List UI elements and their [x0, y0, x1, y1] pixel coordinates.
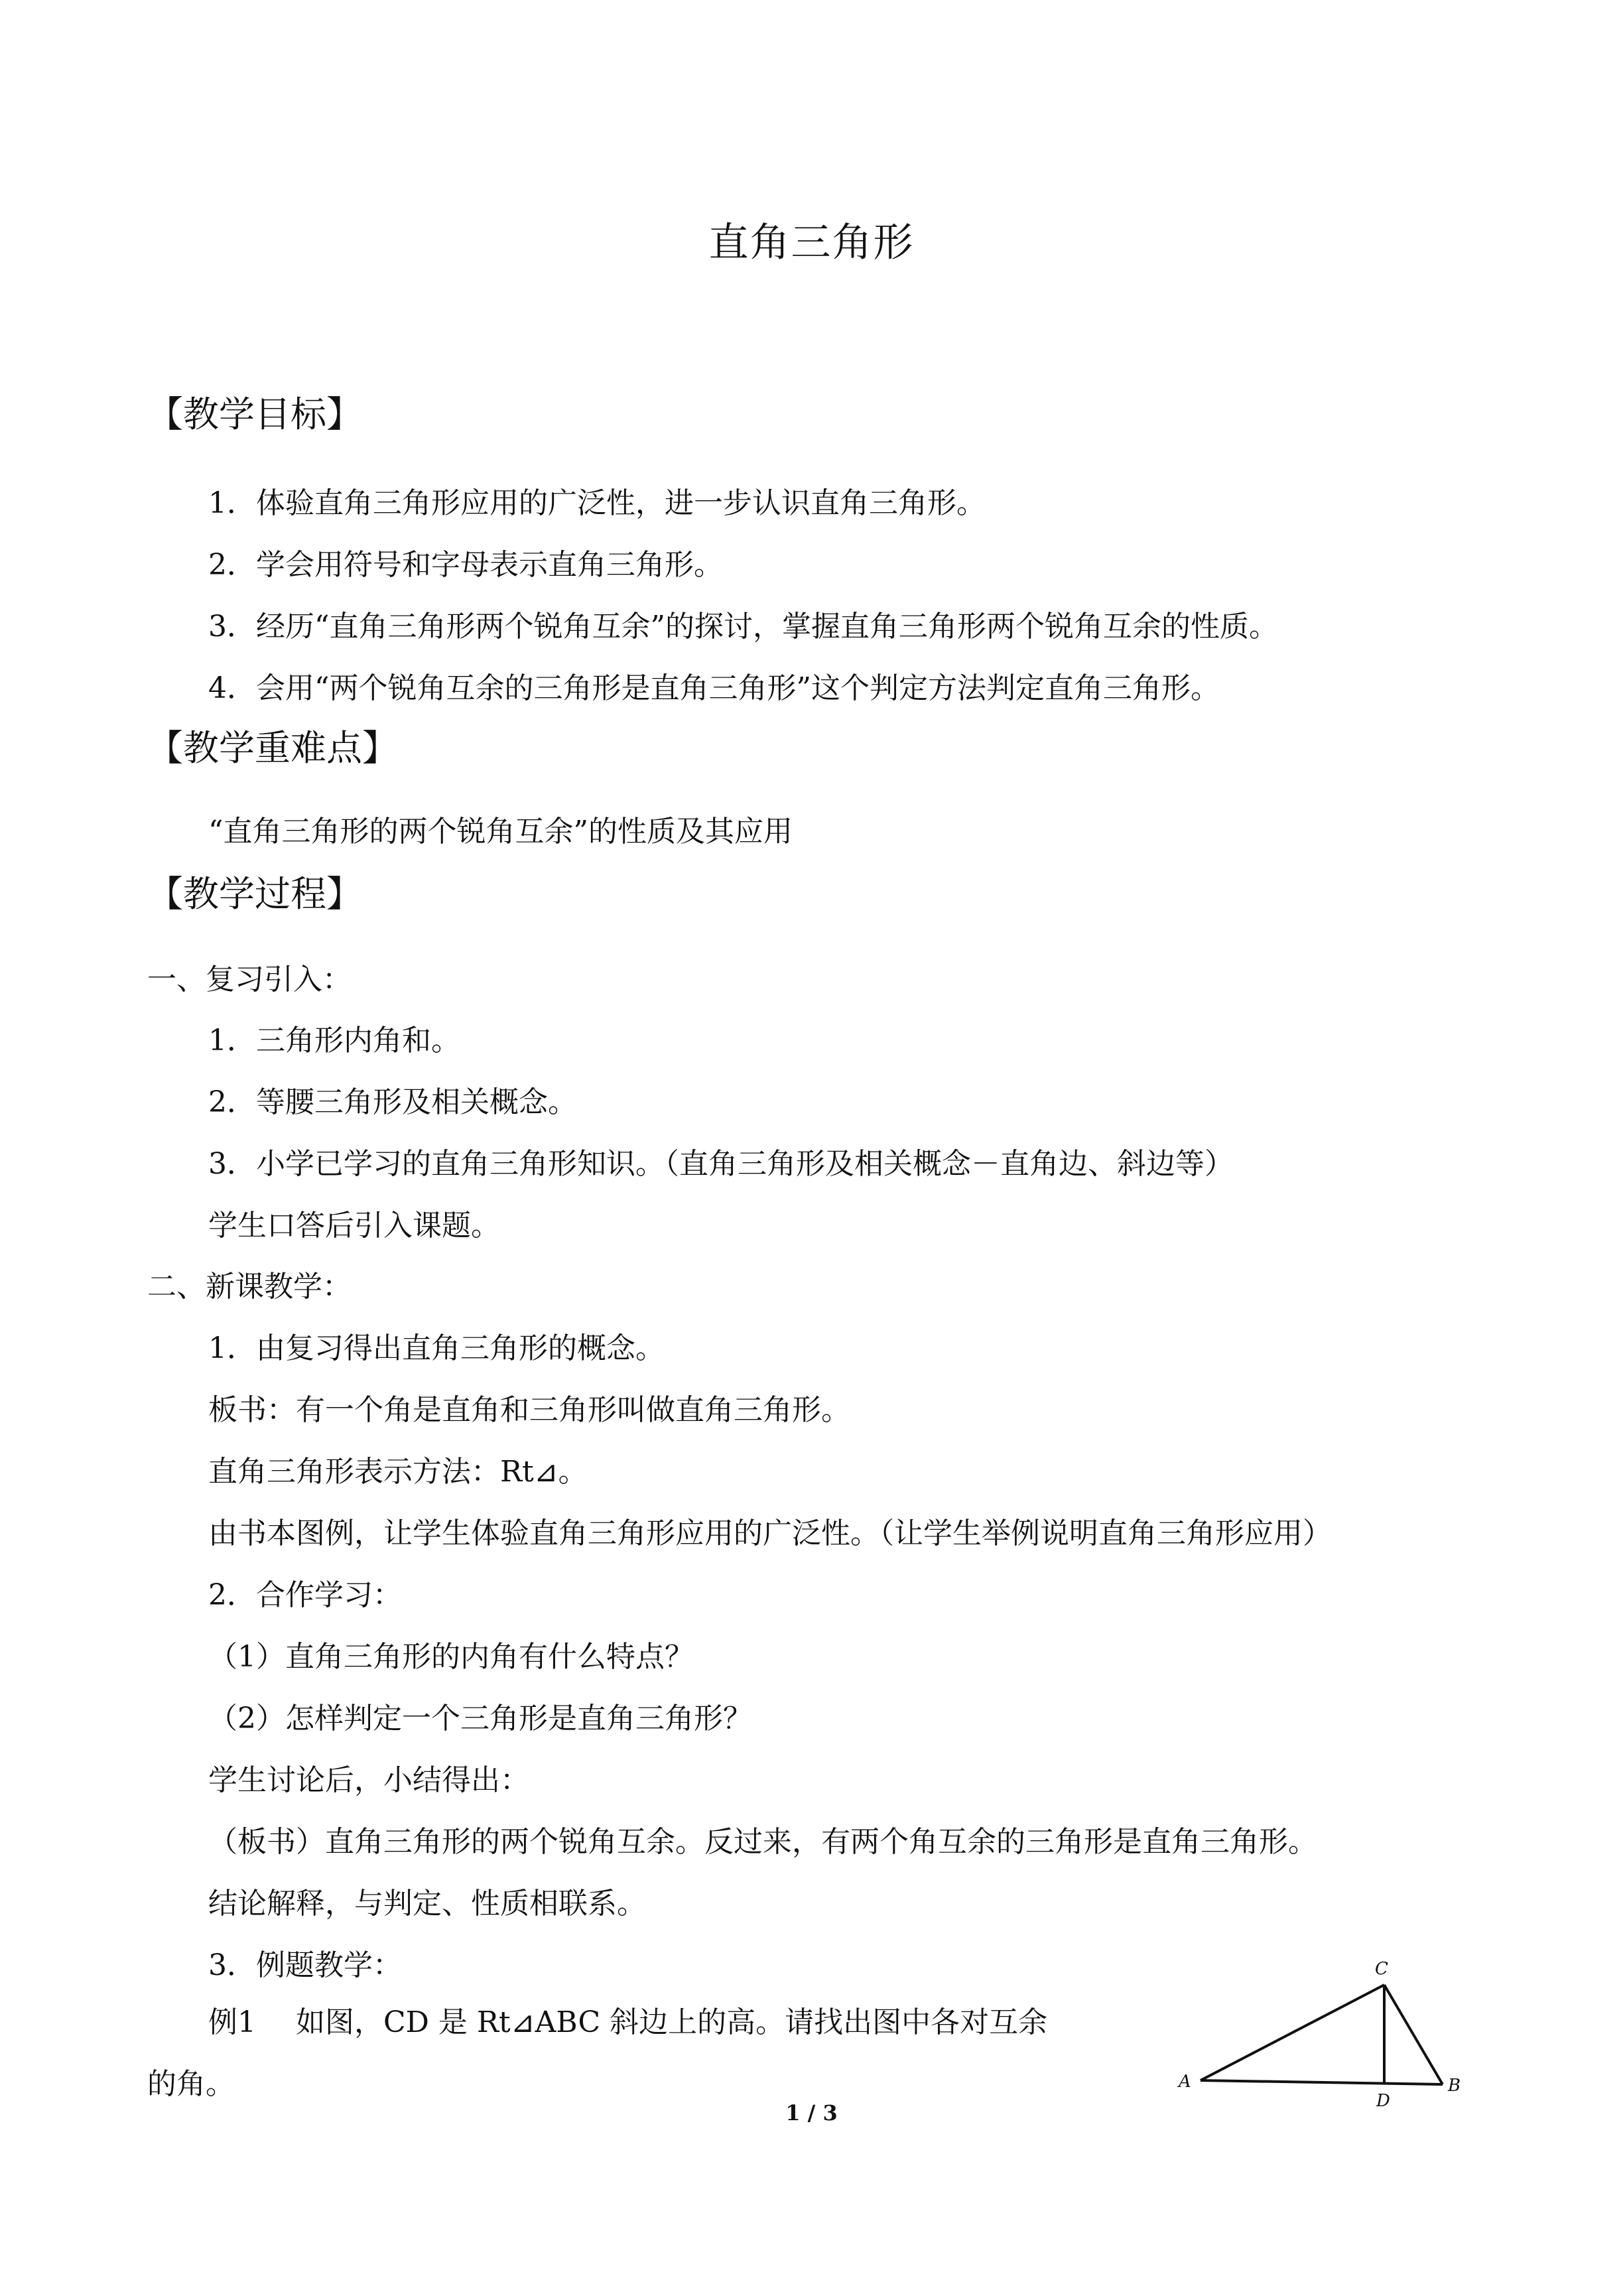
- part1-title: 一、复习引入：: [147, 963, 352, 996]
- part2-item-7: （2）怎样判定一个三角形是直角三角形？: [208, 1702, 752, 1735]
- example-text-line2: 的角。: [147, 2067, 235, 2101]
- vertex-label-c: C: [1375, 1959, 1388, 1979]
- goals-heading: 【教学目标】: [147, 393, 362, 435]
- goal-item-4: 4．会用“两个锐角互余的三角形是直角三角形”这个判定方法判定直角三角形。: [208, 671, 1220, 705]
- segment-ac: [1201, 1985, 1384, 2080]
- page-title: 直角三角形: [708, 220, 915, 266]
- example-text-line1: 如图，CD 是 Rt⊿ABC 斜边上的高。请找出图中各对互余: [296, 2005, 1048, 2039]
- vertex-label-a: A: [1179, 2072, 1191, 2092]
- part2-item-11: 3．例题教学：: [208, 1948, 402, 1982]
- part2-item-3: 直角三角形表示方法：Rt⊿。: [208, 1455, 588, 1489]
- part2-item-2: 板书：有一个角是直角和三角形叫做直角三角形。: [208, 1393, 850, 1427]
- example-1: [208, 1998, 1170, 2041]
- key-text: “直角三角形的两个锐角互余”的性质及其应用: [208, 815, 793, 848]
- process-heading: 【教学过程】: [147, 873, 362, 915]
- key-heading: 【教学重难点】: [147, 727, 398, 769]
- part1-item-4: 学生口答后引入课题。: [208, 1209, 500, 1243]
- segment-ab: [1201, 2080, 1443, 2084]
- vertex-label-d: D: [1376, 2091, 1390, 2111]
- page-number: 1 / 3: [785, 2100, 838, 2126]
- part2-item-9: （板书）直角三角形的两个锐角互余。反过来，有两个角互余的三角形是直角三角形。: [208, 1825, 1317, 1859]
- part2-item-4: 由书本图例，让学生体验直角三角形应用的广泛性。（让学生举例说明直角三角形应用）: [208, 1517, 1332, 1550]
- vertex-label-b: B: [1448, 2076, 1461, 2096]
- part2-item-1: 1．由复习得出直角三角形的概念。: [208, 1331, 665, 1365]
- example-label: 例1: [208, 2005, 256, 2039]
- part2-item-5: 2．合作学习：: [208, 1578, 402, 1612]
- right-triangle-figure: [1171, 1924, 1469, 2111]
- goal-item-2: 2．学会用符号和字母表示直角三角形。: [208, 548, 723, 582]
- part1-item-2: 2．等腰三角形及相关概念。: [208, 1085, 577, 1119]
- part1-item-1: 1．三角形内角和。: [208, 1024, 460, 1057]
- part2-item-10: 结论解释，与判定、性质相联系。: [208, 1887, 646, 1921]
- part2-item-6: （1）直角三角形的内角有什么特点？: [208, 1640, 694, 1674]
- goal-item-3: 3．经历“直角三角形两个锐角互余”的探讨，掌握直角三角形两个锐角互余的性质。: [208, 610, 1278, 643]
- part1-item-3: 3．小学已学习的直角三角形知识。（直角三角形及相关概念－直角边、斜边等）: [208, 1147, 1234, 1181]
- goal-item-1: 1．体验直角三角形应用的广泛性，进一步认识直角三角形。: [208, 486, 986, 520]
- part2-item-8: 学生讨论后，小结得出：: [208, 1763, 529, 1797]
- segment-cb: [1384, 1985, 1443, 2084]
- part2-title: 二、新课教学：: [147, 1270, 352, 1304]
